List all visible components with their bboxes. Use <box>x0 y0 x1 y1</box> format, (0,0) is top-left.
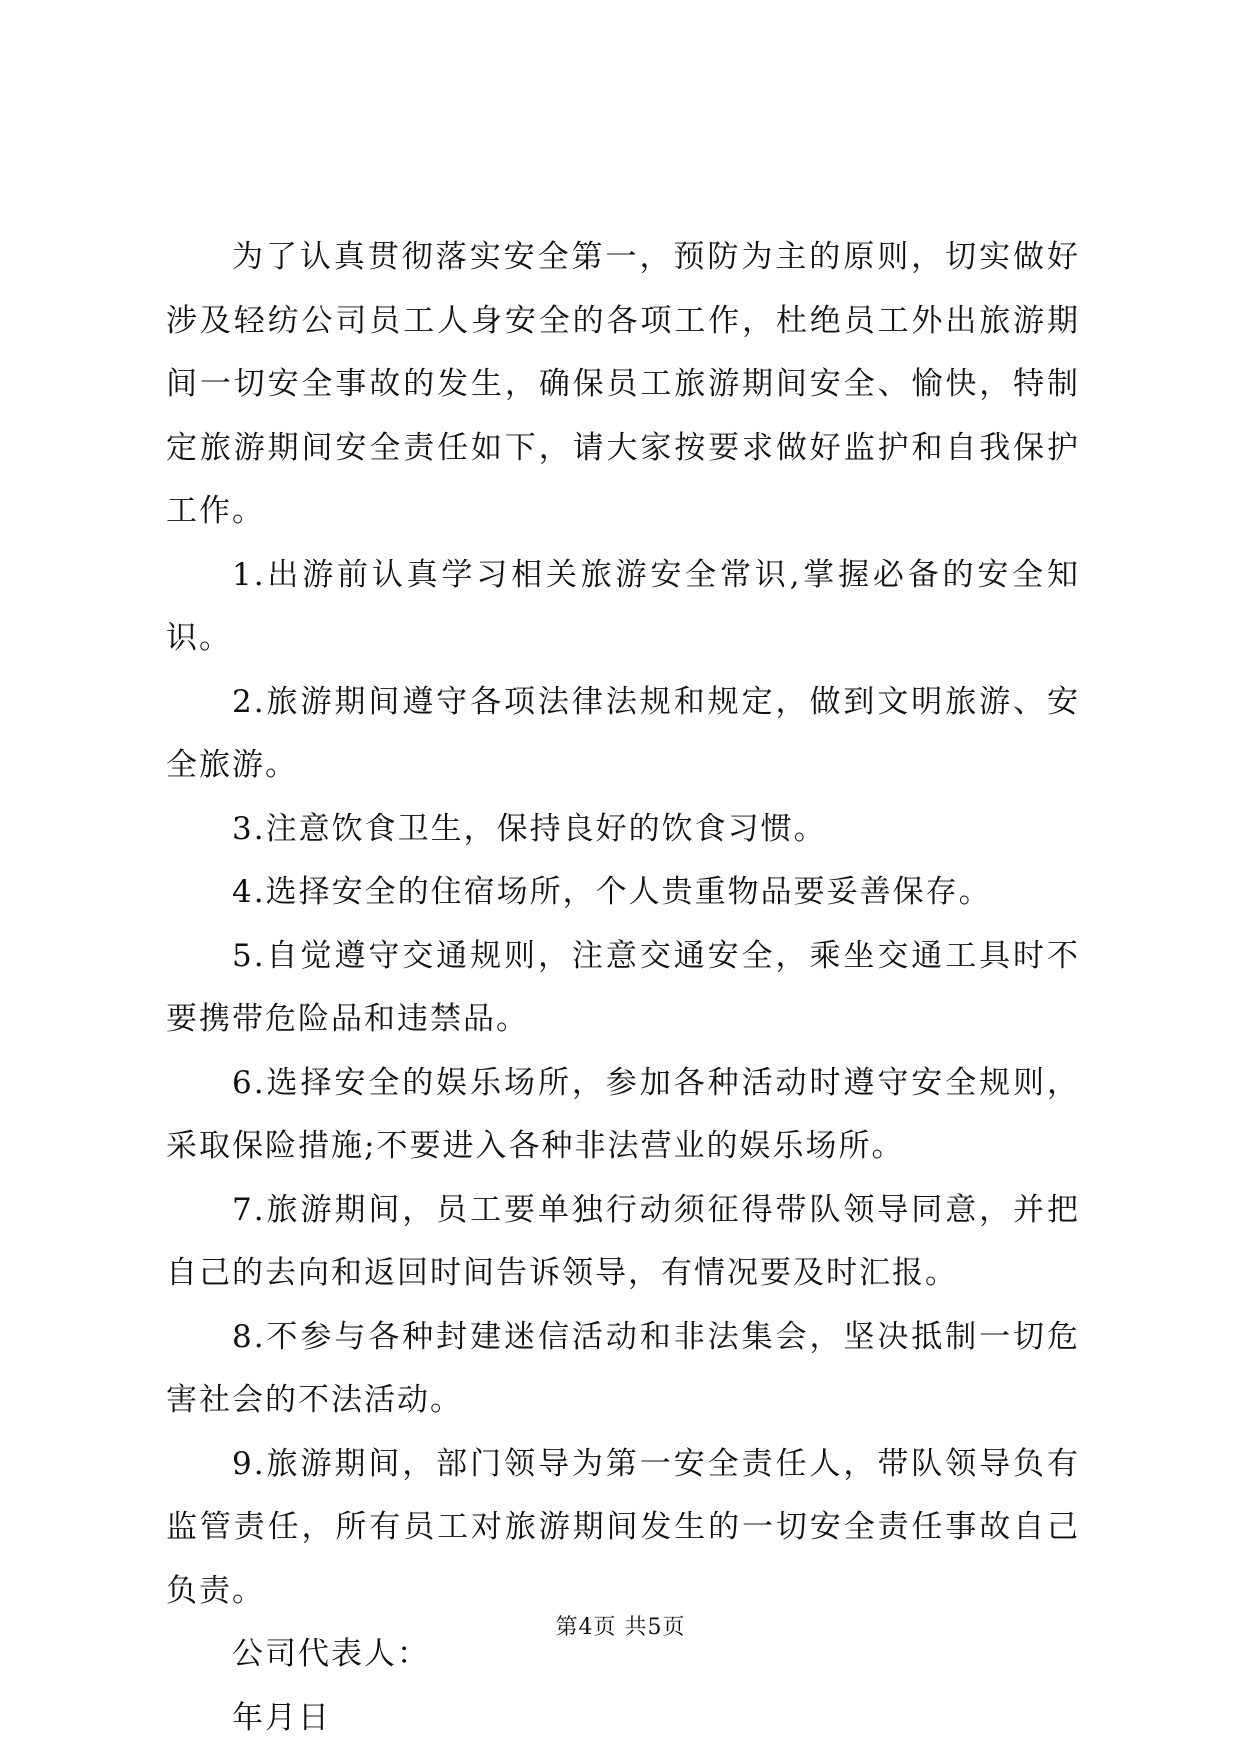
intro-paragraph: 为了认真贯彻落实安全第一，预防为主的原则，切实做好涉及轻纺公司员工人身安全的各项工作，杜绝员工外出旅游期间一切安全事故的发生，确保员工旅游期间安全、愉快，特制定旅游期间安全责任如下，请大家按要求做好监护和自我保护工作。 <box>166 239 1080 529</box>
rule-item-7: 7.旅游期间，员工要单独行动须征得带队领导同意，并把自己的去向和返回时间告诉领导，有情况要及时汇报。 <box>166 1191 1080 1291</box>
rule-item-1: 1.出游前认真学习相关旅游安全常识,掌握必备的安全知识。 <box>166 556 1080 656</box>
date-line: 年月日 <box>232 1699 331 1736</box>
rule-item-4: 4.选择安全的住宿场所，个人贵重物品要妥善保存。 <box>232 874 992 910</box>
document-body <box>166 226 1080 1750</box>
page-number-footer: 第4页 共5页 <box>555 1615 686 1640</box>
rule-item-9: 9.旅游期间，部门领导为第一安全责任人，带队领导负有监管责任，所有员工对旅游期间发生的一切安全责任事故自己负责。 <box>166 1445 1080 1609</box>
rule-item-2: 2.旅游期间遵守各项法律法规和规定，做到文明旅游、安全旅游。 <box>166 683 1080 783</box>
rule-item-5: 5.自觉遵守交通规则，注意交通安全，乘坐交通工具时不要携带危险品和违禁品。 <box>166 937 1080 1037</box>
company-representative-line: 公司代表人： <box>232 1636 430 1672</box>
rule-item-3: 3.注意饮食卫生，保持良好的饮食习惯。 <box>232 810 827 847</box>
rule-item-8: 8.不参与各种封建迷信活动和非法集会，坚决抵制一切危害社会的不法活动。 <box>166 1318 1080 1418</box>
rule-item-6: 6.选择安全的娱乐场所，参加各种活动时遵守安全规则，采取保险措施;不要进入各种非法营业的娱乐场所。 <box>166 1064 1080 1164</box>
